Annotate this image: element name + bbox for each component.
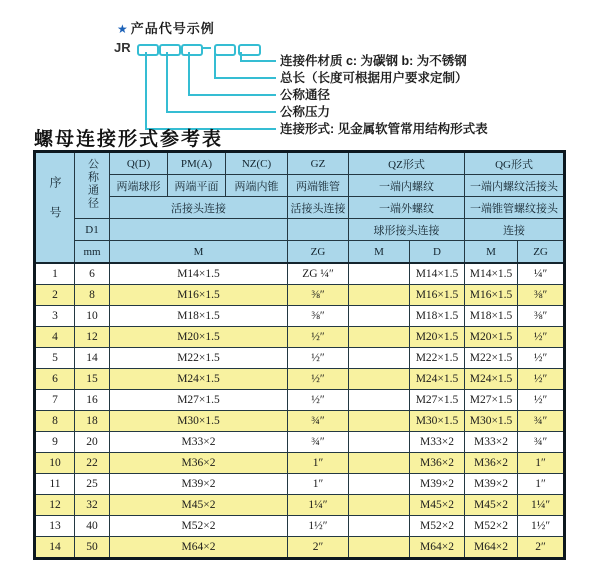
cell-m-thread: M24×1.5: [110, 369, 288, 390]
cell-dn-mm: 16: [75, 390, 110, 411]
cell-qz-d: M22×1.5: [410, 348, 465, 369]
cell-qz-d: M33×2: [410, 432, 465, 453]
diagram-heading-text: 产品代号示例: [130, 21, 215, 36]
label-nominal-pressure: 公称压力: [280, 105, 331, 119]
cell-gz-zg: ¾″: [288, 411, 349, 432]
connector-line-h5: [240, 60, 276, 62]
cell-m-thread: M16×1.5: [110, 285, 288, 306]
cell-qz-m: [349, 348, 410, 369]
cell-qg-zg: 1″: [518, 474, 565, 495]
header-empty-qpmnz: [110, 219, 288, 241]
cell-gz-zg: 1½″: [288, 516, 349, 537]
cell-dn-mm: 22: [75, 453, 110, 474]
cell-dn-mm: 20: [75, 432, 110, 453]
label-connector-material: 连接件材质 c: 为碳钢 b: 为不锈钢: [280, 54, 467, 68]
cell-gz-zg: 1″: [288, 474, 349, 495]
table-row: [35, 453, 565, 474]
cell-m-thread: M64×2: [110, 537, 288, 559]
col-header-qg-zg: ZG: [518, 241, 565, 264]
cell-seq: 8: [35, 411, 75, 432]
subheader-gz-union-connection: 活接头连接: [288, 197, 349, 219]
cell-seq: 2: [35, 285, 75, 306]
cell-qg-m: M30×1.5: [465, 411, 518, 432]
subheader-qg-inner-union: 一端内螺纹活接头: [465, 175, 565, 197]
cell-seq: 3: [35, 306, 75, 327]
table-row: [35, 306, 565, 327]
col-header-dia: [75, 152, 110, 219]
cell-qz-m: [349, 411, 410, 432]
cell-qg-zg: ⅜″: [518, 306, 565, 327]
cell-m-thread: M20×1.5: [110, 327, 288, 348]
cell-seq: 12: [35, 495, 75, 516]
table-row: [35, 369, 565, 390]
group-header-q: Q(D): [110, 152, 168, 175]
subheader-nz-ends: 两端内锥: [226, 175, 288, 197]
cell-qz-m: [349, 474, 410, 495]
table-row: [35, 495, 565, 516]
subheader-qz-outer-thread: 一端外螺纹: [349, 197, 465, 219]
subheader-qg-connection: 连接: [465, 219, 565, 241]
cell-m-thread: M27×1.5: [110, 390, 288, 411]
cell-gz-zg: ½″: [288, 390, 349, 411]
cell-m-thread: M33×2: [110, 432, 288, 453]
cell-qg-m: M22×1.5: [465, 348, 518, 369]
cell-qg-m: M14×1.5: [465, 263, 518, 285]
subheader-qg-taper-thread: 一端锥管螺纹接头: [465, 197, 565, 219]
table-row: [35, 263, 565, 285]
col-header-d1: D1: [75, 219, 110, 241]
connector-line-v1: [145, 52, 147, 130]
cell-m-thread: M14×1.5: [110, 263, 288, 285]
cell-dn-mm: 6: [75, 263, 110, 285]
cell-seq: 10: [35, 453, 75, 474]
col-header-seq-text: 序号: [48, 176, 62, 236]
cell-qg-zg: 2″: [518, 537, 565, 559]
connector-line-h3: [188, 94, 276, 96]
col-header-qg-m: M: [465, 241, 518, 264]
cell-qg-zg: ½″: [518, 369, 565, 390]
cell-m-thread: M36×2: [110, 453, 288, 474]
cell-qg-m: M64×2: [465, 537, 518, 559]
table-row: [35, 285, 565, 306]
cell-qg-m: M45×2: [465, 495, 518, 516]
product-code-diagram: [0, 0, 600, 140]
cell-dn-mm: 8: [75, 285, 110, 306]
nut-connection-table: [33, 150, 566, 560]
cell-qg-zg: ½″: [518, 327, 565, 348]
cell-qz-m: [349, 432, 410, 453]
cell-qz-d: M14×1.5: [410, 263, 465, 285]
cell-gz-zg: ¾″: [288, 432, 349, 453]
code-box-1: [137, 44, 159, 56]
group-header-qz: QZ形式: [349, 152, 465, 175]
cell-m-thread: M18×1.5: [110, 306, 288, 327]
star-icon: ★: [117, 22, 129, 36]
subheader-q-ends: 两端球形: [110, 175, 168, 197]
cell-qz-d: M39×2: [410, 474, 465, 495]
cell-dn-mm: 14: [75, 348, 110, 369]
label-total-length: 总长（长度可根据用户要求定制）: [280, 71, 468, 85]
col-header-qz-d: D: [410, 241, 465, 264]
cell-qg-zg: 1″: [518, 453, 565, 474]
subheader-qz-inner-thread: 一端内螺纹: [349, 175, 465, 197]
cell-m-thread: M39×2: [110, 474, 288, 495]
col-header-dia-text: 公称通径: [86, 158, 99, 210]
cell-dn-mm: 18: [75, 411, 110, 432]
cell-gz-zg: 1¼″: [288, 495, 349, 516]
col-header-mm: mm: [75, 241, 110, 264]
cell-qz-d: M16×1.5: [410, 285, 465, 306]
cell-m-thread: M22×1.5: [110, 348, 288, 369]
cell-qg-zg: ½″: [518, 348, 565, 369]
cell-m-thread: M45×2: [110, 495, 288, 516]
cell-qg-m: M16×1.5: [465, 285, 518, 306]
cell-dn-mm: 12: [75, 327, 110, 348]
cell-gz-zg: ½″: [288, 348, 349, 369]
cell-seq: 7: [35, 390, 75, 411]
cell-qz-d: M52×2: [410, 516, 465, 537]
cell-seq: 5: [35, 348, 75, 369]
cell-qz-m: [349, 306, 410, 327]
cell-gz-zg: ZG ¼″: [288, 263, 349, 285]
cell-seq: 14: [35, 537, 75, 559]
cell-seq: 9: [35, 432, 75, 453]
cell-dn-mm: 25: [75, 474, 110, 495]
table-row: [35, 474, 565, 495]
table-row: [35, 348, 565, 369]
col-header-m: M: [110, 241, 288, 264]
cell-dn-mm: 40: [75, 516, 110, 537]
cell-qg-zg: ⅜″: [518, 285, 565, 306]
cell-qg-m: M36×2: [465, 453, 518, 474]
cell-qz-m: [349, 369, 410, 390]
connector-line-h2: [166, 111, 276, 113]
group-header-qg: QG形式: [465, 152, 565, 175]
cell-qz-m: [349, 537, 410, 559]
col-header-qz-m: M: [349, 241, 410, 264]
subheader-qz-ball-joint: 球形接头连接: [349, 219, 465, 241]
cell-seq: 6: [35, 369, 75, 390]
table-row: [35, 390, 565, 411]
cell-qz-d: M64×2: [410, 537, 465, 559]
cell-gz-zg: 2″: [288, 537, 349, 559]
cell-qz-d: M45×2: [410, 495, 465, 516]
cell-qz-m: [349, 327, 410, 348]
diagram-heading: [117, 18, 215, 37]
cell-qg-zg: ¾″: [518, 432, 565, 453]
connector-line-h4: [214, 77, 276, 79]
code-box-4: [214, 44, 236, 56]
subheader-union-connection: 活接头连接: [110, 197, 288, 219]
cell-gz-zg: ⅜″: [288, 306, 349, 327]
table-header: [35, 152, 565, 264]
cell-qz-d: M30×1.5: [410, 411, 465, 432]
cell-dn-mm: 50: [75, 537, 110, 559]
cell-seq: 4: [35, 327, 75, 348]
cell-m-thread: M52×2: [110, 516, 288, 537]
cell-dn-mm: 15: [75, 369, 110, 390]
cell-qg-m: M24×1.5: [465, 369, 518, 390]
subheader-gz-ends: 两端锥管: [288, 175, 349, 197]
cell-qz-d: M18×1.5: [410, 306, 465, 327]
cell-qg-m: M33×2: [465, 432, 518, 453]
connector-line-v4: [214, 52, 216, 79]
cell-qg-zg: ½″: [518, 390, 565, 411]
group-header-pm: PM(A): [168, 152, 226, 175]
cell-qz-d: M24×1.5: [410, 369, 465, 390]
subheader-pm-ends: 两端平面: [168, 175, 226, 197]
cell-qg-zg: ¼″: [518, 263, 565, 285]
table-row: [35, 516, 565, 537]
cell-gz-zg: ⅜″: [288, 285, 349, 306]
cell-seq: 13: [35, 516, 75, 537]
connector-line-v3: [188, 52, 190, 96]
label-connection-form: 连接形式: 见金属软管常用结构形式表: [280, 122, 488, 136]
code-dash: [202, 47, 211, 49]
code-box-2: [159, 44, 181, 56]
cell-m-thread: M30×1.5: [110, 411, 288, 432]
cell-qz-m: [349, 495, 410, 516]
cell-seq: 1: [35, 263, 75, 285]
code-prefix: JR: [114, 40, 131, 55]
table-row: [35, 411, 565, 432]
col-header-seq: [35, 152, 75, 264]
table-row: [35, 327, 565, 348]
group-header-gz: GZ: [288, 152, 349, 175]
col-header-zg: ZG: [288, 241, 349, 264]
cell-qz-d: M27×1.5: [410, 390, 465, 411]
cell-gz-zg: ½″: [288, 369, 349, 390]
cell-qg-zg: ¾″: [518, 411, 565, 432]
group-header-nz: NZ(C): [226, 152, 288, 175]
cell-qz-m: [349, 453, 410, 474]
table-title: 螺母连接形式参考表: [34, 128, 224, 150]
cell-seq: 11: [35, 474, 75, 495]
cell-qg-m: M18×1.5: [465, 306, 518, 327]
header-empty-gz: [288, 219, 349, 241]
cell-qg-m: M20×1.5: [465, 327, 518, 348]
cell-qg-m: M52×2: [465, 516, 518, 537]
cell-gz-zg: 1″: [288, 453, 349, 474]
connector-line-v2: [166, 52, 168, 113]
cell-qz-d: M20×1.5: [410, 327, 465, 348]
label-nominal-diameter: 公称通径: [280, 88, 331, 102]
cell-qz-m: [349, 516, 410, 537]
cell-qg-zg: 1¼″: [518, 495, 565, 516]
table-body: [35, 263, 565, 559]
cell-qg-zg: 1½″: [518, 516, 565, 537]
cell-dn-mm: 32: [75, 495, 110, 516]
cell-dn-mm: 10: [75, 306, 110, 327]
cell-qg-m: M39×2: [465, 474, 518, 495]
cell-qz-m: [349, 285, 410, 306]
code-box-3: [181, 44, 203, 56]
cell-qz-m: [349, 263, 410, 285]
table-row: [35, 432, 565, 453]
cell-gz-zg: ½″: [288, 327, 349, 348]
cell-qz-m: [349, 390, 410, 411]
cell-qz-d: M36×2: [410, 453, 465, 474]
table-row: [35, 537, 565, 559]
cell-qg-m: M27×1.5: [465, 390, 518, 411]
